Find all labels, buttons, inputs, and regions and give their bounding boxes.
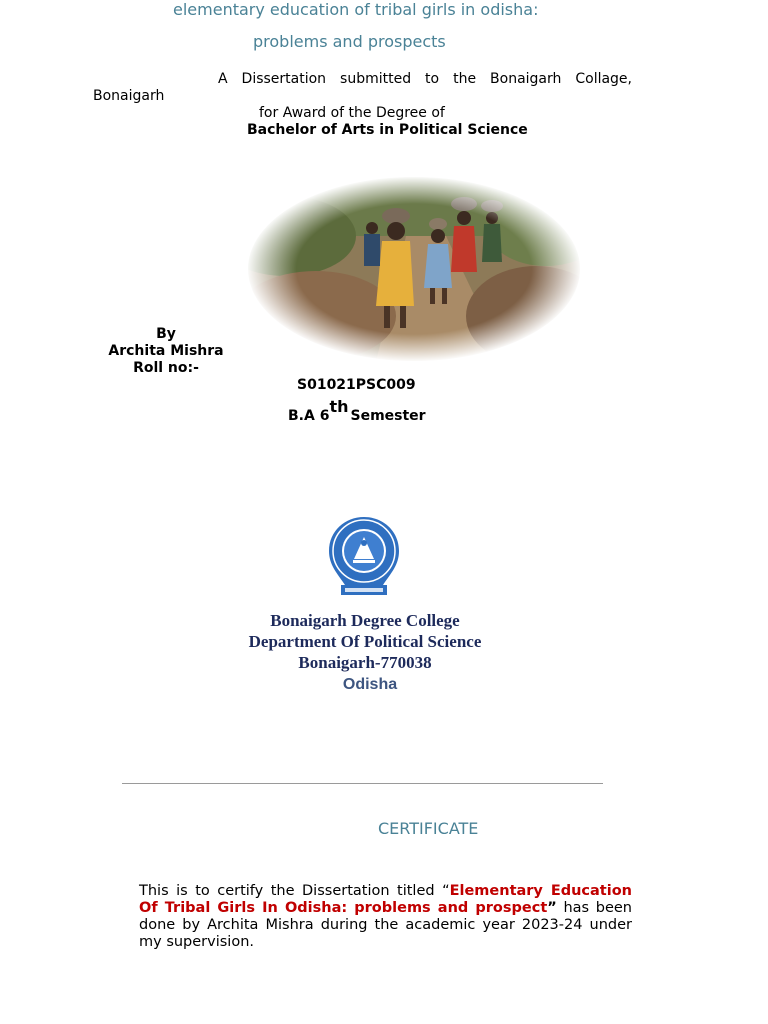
page-divider (122, 783, 603, 784)
roll-label: Roll no:- (133, 360, 199, 376)
roll-number: S01021PSC009 (297, 377, 416, 393)
college-name: Bonaigarh Degree College (270, 611, 460, 630)
cover-photo (246, 176, 582, 362)
submission-line2: for Award of the Degree of (259, 105, 445, 121)
author-by: By (156, 326, 176, 342)
certificate-text (139, 883, 632, 951)
document-title-line1: elementary education of tribal girls in odisha: (173, 0, 539, 19)
degree-title: Bachelor of Arts in Political Science (247, 122, 528, 138)
certificate-text-before: This is to certify the Dissertation titled “ (139, 883, 450, 899)
college-department: Department Of Political Science (248, 632, 482, 651)
semester-suffix: Semester (350, 408, 426, 424)
certificate-text-after: has been done by Archita Mishra during the academic year 2023-24 under my supervision. (139, 900, 632, 950)
document-title-line2: problems and prospects (253, 32, 446, 51)
submission-line1-wrap: Bonaigarh (93, 88, 165, 104)
college-logo (325, 515, 403, 597)
semester-superscript: th (329, 397, 349, 416)
semester-prefix: B.A 6 (288, 408, 330, 424)
college-state: Odisha (342, 676, 398, 693)
author-name: Archita Mishra (108, 343, 224, 359)
college-address: Bonaigarh-770038 (298, 653, 432, 672)
submission-statement (93, 71, 632, 105)
dissertation-title-highlight: Elementary Education Of Tribal Girls In Odisha: problems and prospect (139, 883, 632, 916)
author-block (96, 326, 236, 377)
semester-line (288, 398, 426, 425)
certificate-heading: CERTIFICATE (378, 819, 479, 838)
quote-close: ” (547, 900, 557, 916)
submission-line1: A Dissertation submitted to the Bonaigarh Collage, (218, 71, 632, 87)
